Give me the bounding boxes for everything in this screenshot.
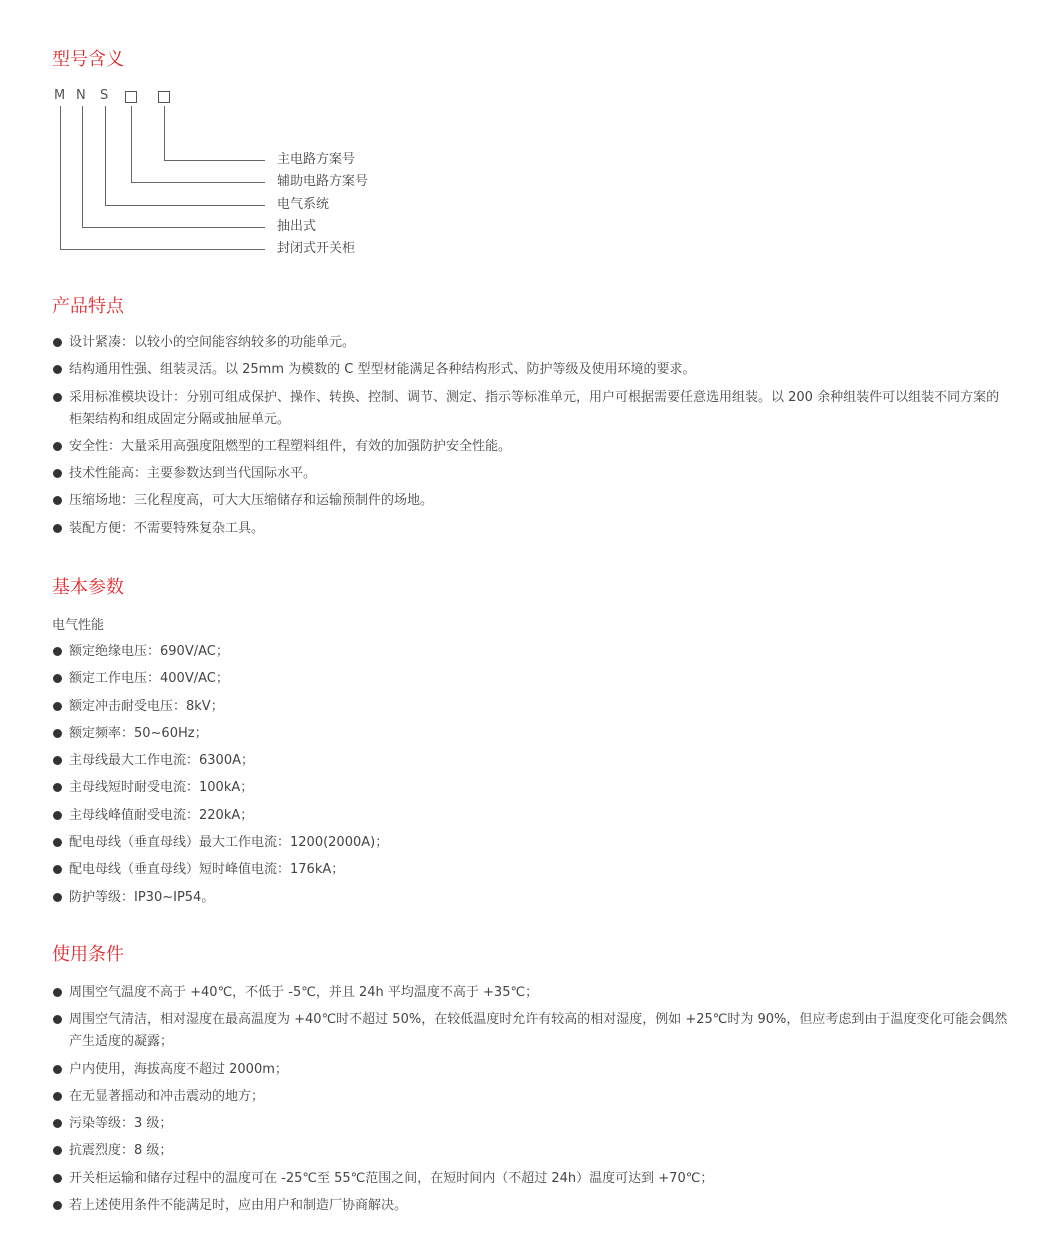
model-desc-electrical-system: 电气系统	[277, 197, 330, 212]
list-item: 设计紧凑：以较小的空间能容纳较多的功能单元。	[52, 332, 1012, 354]
list-item: 污染等级：3 级；	[52, 1113, 1012, 1135]
list-item: 采用标准模块设计：分别可组成保护、操作、转换、控制、调节、测定、指示等标准单元，用户可根据需要任意选用组装。以 200 余种组装件可以组装不同方案的柜架结构和组成固定分隔或抽屉单元。	[52, 387, 1012, 431]
list-item: 额定冲击耐受电压：8kV；	[52, 696, 1012, 718]
list-item: 若上述使用条件不能满足时，应由用户和制造厂协商解决。	[52, 1195, 1012, 1217]
conditions-list	[52, 982, 1012, 1222]
connector-line	[131, 182, 265, 183]
section-title-model: 型号含义	[52, 49, 124, 70]
model-desc-drawout: 抽出式	[277, 219, 317, 234]
list-item: 配电母线（垂直母线）短时峰值电流：176kA；	[52, 859, 1012, 881]
section-title-features: 产品特点	[52, 296, 124, 317]
list-item: 额定频率：50~60Hz；	[52, 723, 1012, 745]
list-item: 压缩场地：三化程度高，可大大压缩储存和运输预制件的场地。	[52, 490, 1012, 512]
list-item: 装配方便：不需要特殊复杂工具。	[52, 518, 1012, 540]
model-desc-main-circuit: 主电路方案号	[277, 152, 356, 167]
section-title-conditions: 使用条件	[52, 944, 124, 965]
connector-line	[164, 160, 265, 161]
params-list	[52, 641, 1012, 914]
model-desc-aux-circuit: 辅助电路方案号	[277, 174, 369, 189]
features-list	[52, 332, 1012, 545]
connector-line	[60, 106, 61, 250]
list-item: 配电母线（垂直母线）最大工作电流：1200(2000A)；	[52, 832, 1012, 854]
list-item: 开关柜运输和储存过程中的温度可在 -25℃至 55℃范围之间，在短时间内（不超过 24h）温度可达到 +70℃；	[52, 1168, 1012, 1190]
list-item: 防护等级：IP30~IP54。	[52, 887, 1012, 909]
list-item: 技术性能高：主要参数达到当代国际水平。	[52, 463, 1012, 485]
connector-line	[60, 249, 265, 250]
params-subtitle: 电气性能	[52, 618, 105, 633]
section-title-params: 基本参数	[52, 577, 124, 598]
connector-line	[105, 106, 106, 206]
list-item: 主母线短时耐受电流：100kA；	[52, 777, 1012, 799]
connector-line	[105, 205, 265, 206]
list-item: 在无显著摇动和冲击震动的地方；	[52, 1086, 1012, 1108]
model-desc-enclosed-switchgear: 封闭式开关柜	[277, 241, 356, 256]
list-item: 主母线峰值耐受电流：220kA；	[52, 805, 1012, 827]
list-item: 周围空气清洁，相对湿度在最高温度为 +40℃时不超过 50%，在较低温度时允许有较高的相对湿度，例如 +25℃时为 90%，但应考虑到由于温度变化可能会偶然产生适度的凝露；	[52, 1009, 1012, 1053]
list-item: 主母线最大工作电流：6300A；	[52, 750, 1012, 772]
list-item: 抗震烈度：8 级；	[52, 1140, 1012, 1162]
code-letter-n: N	[76, 88, 86, 103]
code-letter-m: M	[54, 88, 66, 103]
list-item: 结构通用性强、组装灵活。以 25mm 为模数的 C 型型材能满足各种结构形式、防护等级及使用环境的要求。	[52, 359, 1012, 381]
code-placeholder-box	[125, 91, 137, 103]
code-placeholder-box	[158, 91, 170, 103]
list-item: 安全性：大量采用高强度阻燃型的工程塑料组件，有效的加强防护安全性能。	[52, 436, 1012, 458]
connector-line	[131, 106, 132, 183]
list-item: 周围空气温度不高于 +40℃，不低于 -5℃，并且 24h 平均温度不高于 +35℃；	[52, 982, 1012, 1004]
code-letter-s: S	[100, 88, 109, 103]
list-item: 额定工作电压：400V/AC；	[52, 668, 1012, 690]
list-item: 额定绝缘电压：690V/AC；	[52, 641, 1012, 663]
connector-line	[164, 106, 165, 161]
list-item: 户内使用，海拔高度不超过 2000m；	[52, 1059, 1012, 1081]
connector-line	[82, 227, 265, 228]
connector-line	[82, 106, 83, 228]
